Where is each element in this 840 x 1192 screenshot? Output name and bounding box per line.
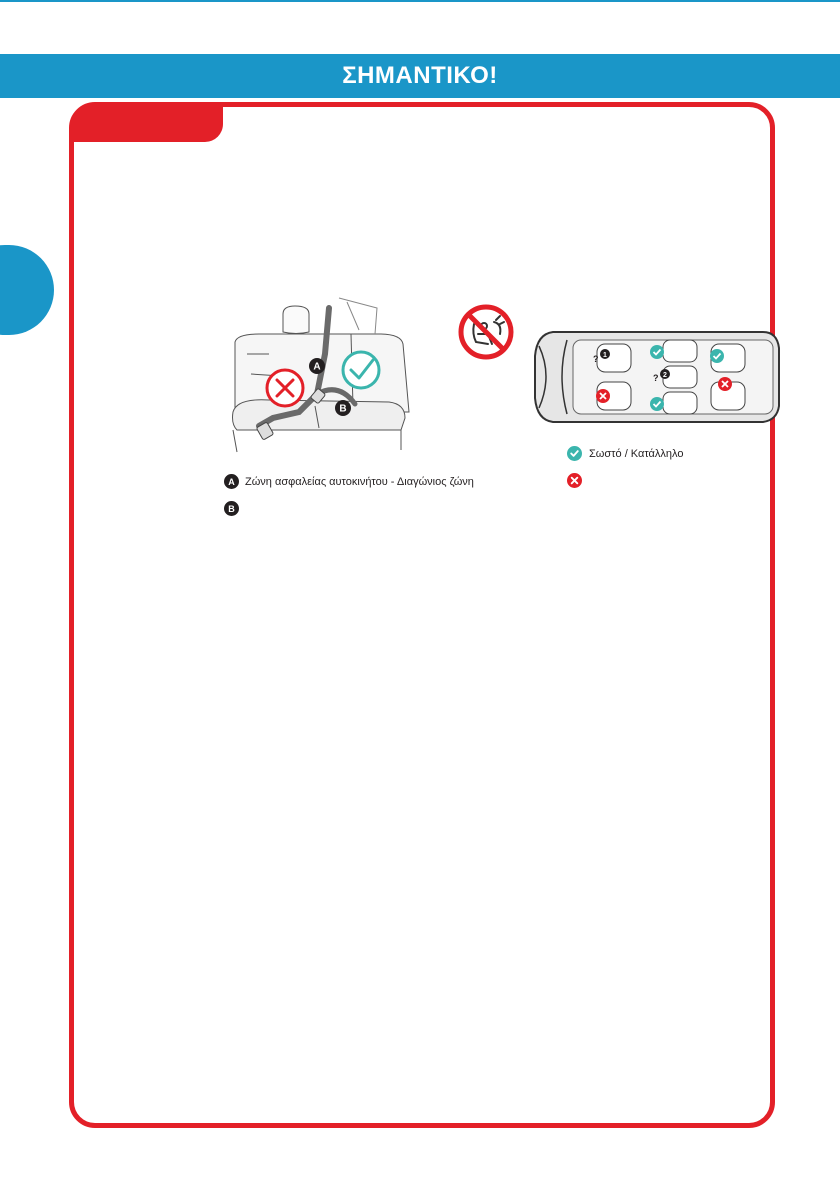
status-legend-wrong [567,473,589,488]
legend-label-a: Ζώνη ασφαλείας αυτοκινήτου - Διαγώνιος ζώνη [245,475,474,488]
content-frame [69,102,775,1128]
header-bar [0,54,840,98]
no-airbag-icon [458,304,514,360]
legend-row-b [224,501,245,516]
top-rule [0,0,840,2]
car-seating-diagram [527,326,785,426]
legend-row-a [224,474,474,489]
status-label-correct: Σωστό / Κατάλληλο [589,447,684,460]
badge-a: A [224,474,239,489]
cross-icon [567,473,582,488]
svg-text:2: 2 [663,372,667,379]
marker-b [335,400,351,416]
svg-text:B: B [339,403,347,415]
side-tab [0,245,54,335]
svg-text:1: 1 [603,352,607,359]
svg-text:?: ? [653,373,659,383]
svg-text:?: ? [593,354,599,364]
badge-b: B [224,501,239,516]
seat-belt-illustration [229,294,413,454]
svg-text:A: A [313,361,321,373]
page-title: ΣΗΜΑΝΤΙΚΟ! [342,62,498,89]
frame-tab [71,104,223,142]
check-icon [567,446,582,461]
marker-a [309,358,325,374]
status-legend-correct [567,446,684,461]
